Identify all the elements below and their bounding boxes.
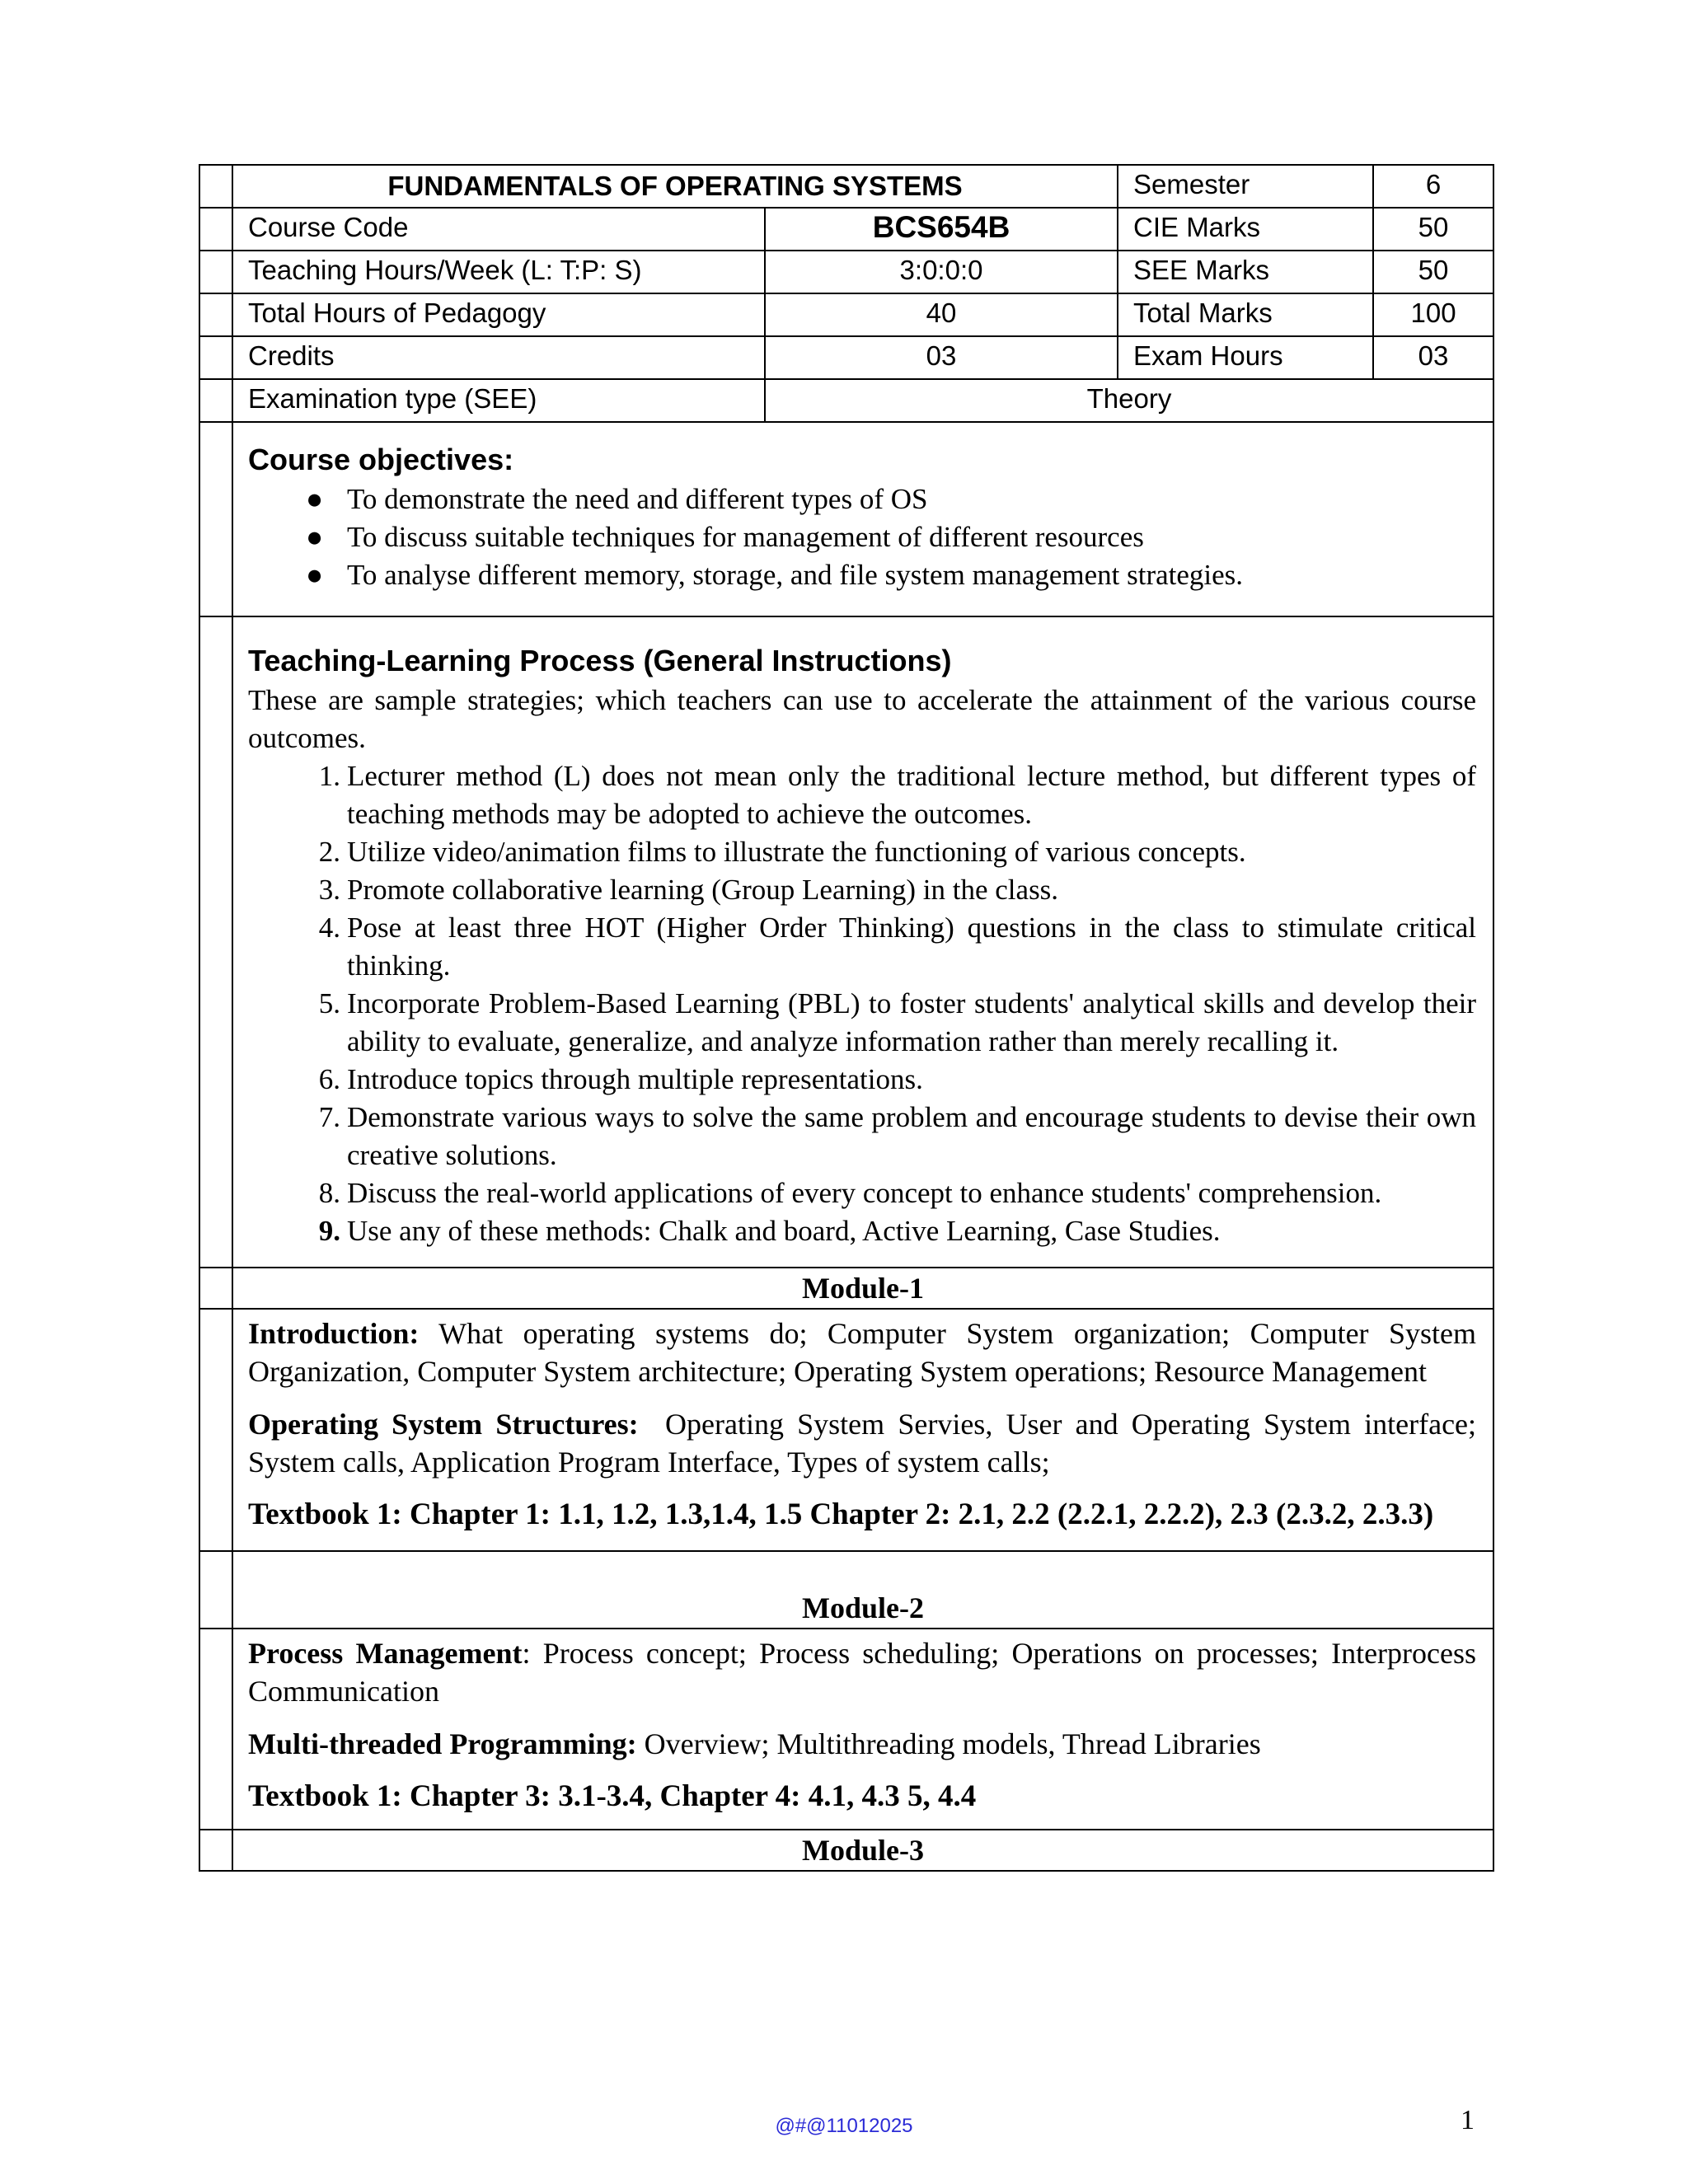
objectives-section — [232, 422, 1493, 616]
module-1-content-row — [199, 1309, 1493, 1551]
bullet-icon: ● — [306, 521, 324, 553]
gutter-cell — [199, 1629, 232, 1830]
objectives-list — [248, 480, 1476, 594]
teaching-hours-value: 3:0:0:0 — [765, 251, 1118, 293]
semester-label: Semester — [1118, 165, 1373, 208]
teaching-hours-label: Teaching Hours/Week (L: T:P: S) — [232, 251, 765, 293]
header-row-exam-type — [199, 379, 1493, 422]
gutter-cell — [199, 208, 232, 251]
list-item: 1. Lecturer method (L) does not mean only the traditional lecture method, but different types of teaching methods may be adopted to achieve the outcomes. — [318, 760, 1477, 830]
see-marks-value: 50 — [1373, 251, 1493, 293]
gutter-cell — [199, 1309, 232, 1551]
semester-value: 6 — [1373, 165, 1493, 208]
module-1-header-row — [199, 1268, 1493, 1309]
cie-marks-label: CIE Marks — [1118, 208, 1373, 251]
module-1-textbook: Textbook 1: Chapter 1: 1.1, 1.2, 1.3,1.4, 1.5 Chapter 2: 2.1, 2.2 (2.2.1, 2.2.2), 2.3 (2.3.2, 2.3.3) — [248, 1497, 1434, 1531]
credits-value: 03 — [765, 336, 1118, 379]
header-row-course-code — [199, 208, 1493, 251]
gutter-cell — [199, 293, 232, 336]
teaching-list — [248, 757, 1476, 1250]
module-2-textbook: Textbook 1: Chapter 3: 3.1-3.4, Chapter 4: 4.1, 4.3 5, 4.4 — [248, 1779, 977, 1813]
total-marks-value: 100 — [1373, 293, 1493, 336]
teaching-row — [199, 616, 1493, 1268]
teaching-section — [232, 616, 1493, 1268]
module-2-content — [232, 1629, 1493, 1830]
module-1-content — [232, 1309, 1493, 1551]
pedagogy-hours-value: 40 — [765, 293, 1118, 336]
course-code-label: Course Code — [232, 208, 765, 251]
gutter-cell — [199, 616, 232, 1268]
gutter-cell — [199, 1268, 232, 1309]
list-item: 3. Promote collaborative learning (Group Learning) in the class. — [318, 874, 1059, 906]
bullet-icon: ● — [306, 483, 324, 515]
list-item: 5. Incorporate Problem-Based Learning (PBL) to foster students' analytical skills and develop their ability to evaluate, generalize, and analyze information rather than merely recalling it. — [318, 987, 1477, 1057]
module-2-content-row — [199, 1629, 1493, 1830]
module-2-multithreading: Multi-threaded Programming: Overview; Multithreading models, Thread Libraries — [248, 1727, 1261, 1760]
exam-type-value: Theory — [765, 379, 1493, 422]
list-item: 8. Discuss the real-world applications of every concept to enhance students' comprehension. — [318, 1177, 1382, 1209]
list-item: ● To discuss suitable techniques for management of different resources — [347, 518, 1476, 556]
header-row-title — [199, 165, 1493, 208]
list-item: 9. Use any of these methods: Chalk and board, Active Learning, Case Studies. — [318, 1215, 1221, 1247]
objectives-title: Course objectives: — [248, 443, 514, 476]
footer-code: @#@11012025 — [775, 2115, 913, 2137]
course-code-value: BCS654B — [765, 208, 1118, 251]
teaching-intro: These are sample strategies; which teachers can use to accelerate the attainment of the various course outcomes. — [248, 684, 1477, 754]
list-item: 6. Introduce topics through multiple representations. — [318, 1063, 923, 1095]
list-item: 4. Pose at least three HOT (Higher Order Thinking) questions in the class to stimulate critical thinking. — [318, 912, 1477, 982]
module-1-structures: Operating System Structures: Operating System Servies, User and Operating System interface; System calls, Application Program Interface, Types of system calls; — [248, 1408, 1484, 1479]
module-3-header-row — [199, 1830, 1493, 1871]
teaching-title: Teaching-Learning Process (General Instructions) — [248, 644, 952, 677]
module-2-header-row — [199, 1551, 1493, 1629]
gutter-cell — [199, 251, 232, 293]
course-title: FUNDAMENTALS OF OPERATING SYSTEMS — [232, 165, 1118, 208]
gutter-cell — [199, 336, 232, 379]
gutter-cell — [199, 422, 232, 616]
module-3-title: Module-3 — [232, 1830, 1493, 1871]
credits-label: Credits — [232, 336, 765, 379]
list-item: 2. Utilize video/animation films to illustrate the functioning of various concepts. — [318, 836, 1246, 868]
module-2-title: Module-2 — [232, 1551, 1493, 1629]
module-1-title: Module-1 — [232, 1268, 1493, 1309]
total-marks-label: Total Marks — [1118, 293, 1373, 336]
header-row-credits — [199, 336, 1493, 379]
module-2-process-management: Process Management: Process concept; Process scheduling; Operations on processes; Interprocess Communication — [248, 1637, 1477, 1708]
exam-hours-value: 03 — [1373, 336, 1493, 379]
gutter-cell — [199, 1830, 232, 1871]
list-item: ● To analyse different memory, storage, and file system management strategies. — [347, 556, 1476, 594]
gutter-cell — [199, 1551, 232, 1629]
page-number: 1 — [1461, 2105, 1475, 2135]
syllabus-table — [199, 164, 1494, 1872]
pedagogy-hours-label: Total Hours of Pedagogy — [232, 293, 765, 336]
objectives-row — [199, 422, 1493, 616]
header-row-teaching-hours — [199, 251, 1493, 293]
module-1-introduction: Introduction: What operating systems do; Computer System organization; Computer System Organization, Computer System architecture; Operating System operations; Resource Management — [248, 1317, 1477, 1388]
see-marks-label: SEE Marks — [1118, 251, 1373, 293]
gutter-cell — [199, 379, 232, 422]
list-item: ● To demonstrate the need and different types of OS — [347, 480, 1476, 518]
cie-marks-value: 50 — [1373, 208, 1493, 251]
header-row-pedagogy — [199, 293, 1493, 336]
bullet-icon: ● — [306, 559, 324, 591]
list-item: 7. Demonstrate various ways to solve the same problem and encourage students to devise their own creative solutions. — [318, 1101, 1477, 1171]
exam-hours-label: Exam Hours — [1118, 336, 1373, 379]
exam-type-label: Examination type (SEE) — [232, 379, 765, 422]
gutter-cell — [199, 165, 232, 208]
